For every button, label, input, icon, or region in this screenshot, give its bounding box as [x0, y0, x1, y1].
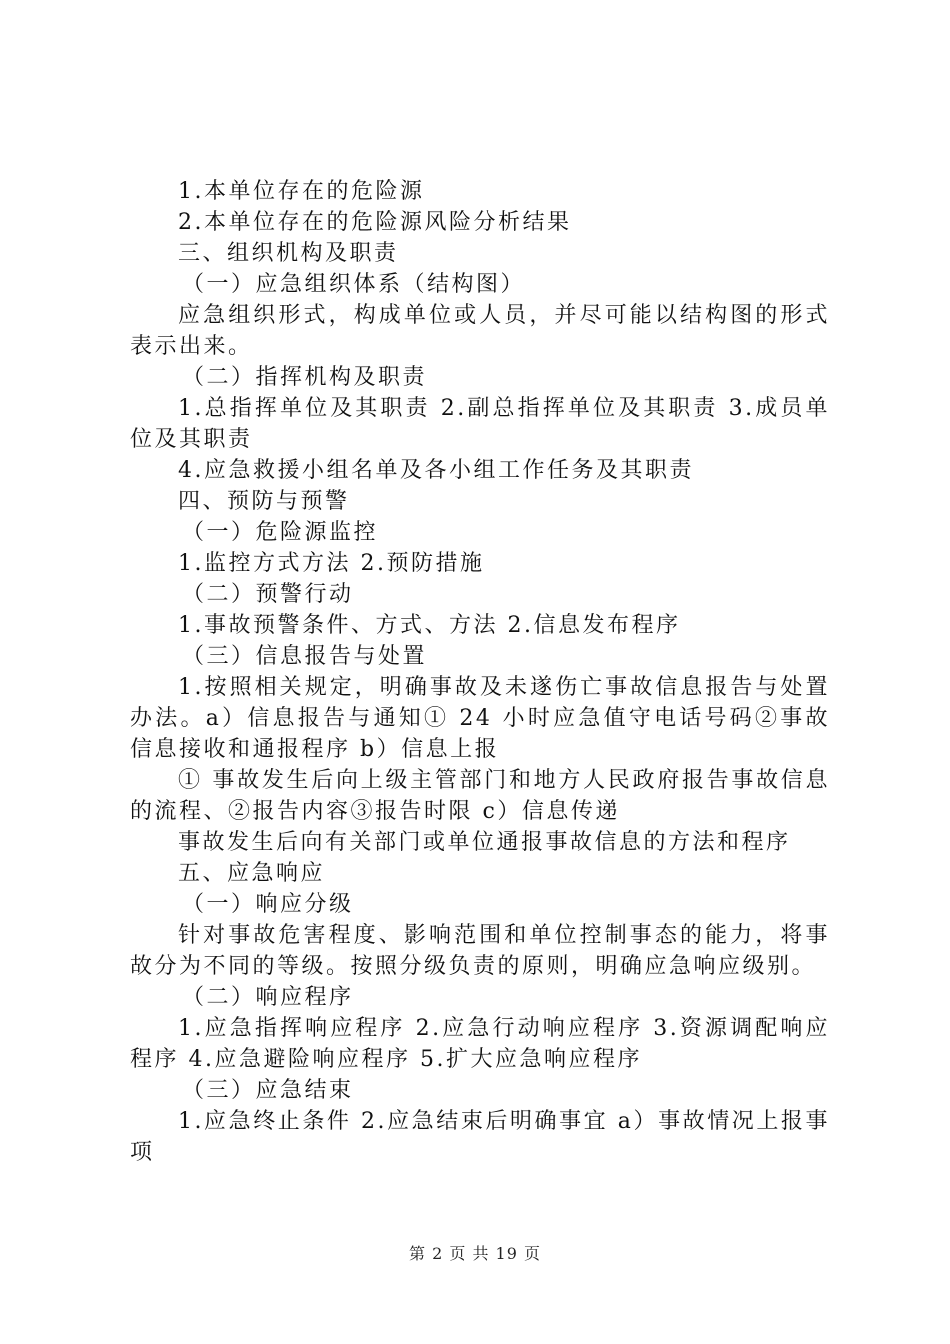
- page-footer: 第 2 页 共 19 页: [409, 1244, 541, 1263]
- subsection-heading-4-1: （一）危险源监控: [182, 520, 379, 545]
- paragraph-4-1-body: 1.监控方式方法 2.预防措施: [178, 551, 485, 576]
- paragraph-5-1-body: 针对事故危害程度、影响范围和单位控制事态的能力，将事故分为不同的等级。按照分级负责的原则，明确应急响应级别。: [130, 923, 830, 979]
- subsection-heading-4-3: （三）信息报告与处置: [182, 644, 428, 669]
- paragraph-4-3-body: 1.按照相关规定，明确事故及未遂伤亡事故信息报告与处置办法。a）信息报告与通知① 24 小时应急值守电话号码②事故信息接收和通报程序 b）信息上报: [130, 675, 830, 762]
- paragraph-4-3-transfer: 事故发生后向有关部门或单位通报事故信息的方法和程序: [178, 830, 791, 855]
- section-heading-3: 三、组织机构及职责: [178, 241, 399, 266]
- section-heading-4: 四、预防与预警: [178, 489, 350, 514]
- paragraph-1: 1.本单位存在的危险源: [178, 179, 425, 204]
- subsection-heading-3-2: （二）指挥机构及职责: [182, 365, 428, 390]
- subsection-heading-4-2: （二）预警行动: [182, 582, 354, 607]
- paragraph-5-2-body: 1.应急指挥响应程序 2.应急行动响应程序 3.资源调配响应程序 4.应急避险响应程序 5.扩大应急响应程序: [130, 1016, 830, 1072]
- paragraph-4-2-body: 1.事故预警条件、方式、方法 2.信息发布程序: [178, 613, 681, 638]
- section-heading-5: 五、应急响应: [178, 861, 326, 886]
- paragraph-5-3-body: 1.应急终止条件 2.应急结束后明确事宜 a）事故情况上报事项: [130, 1109, 830, 1165]
- paragraph-3-2-item-4: 4.应急救援小组名单及各小组工作任务及其职责: [178, 458, 694, 483]
- document-body: [130, 176, 830, 1168]
- subsection-heading-5-2: （二）响应程序: [182, 985, 354, 1010]
- subsection-heading-3-1: （一）应急组织体系（结构图）: [182, 272, 526, 297]
- paragraph-3-1-body: 应急组织形式，构成单位或人员，并尽可能以结构图的形式表示出来。: [130, 303, 830, 359]
- paragraph-4-3-report: ① 事故发生后向上级主管部门和地方人民政府报告事故信息的流程、②报告内容③报告时限 c）信息传递: [130, 768, 830, 824]
- subsection-heading-5-3: （三）应急结束: [182, 1078, 354, 1103]
- paragraph-2: 2.本单位存在的危险源风险分析结果: [178, 210, 572, 235]
- paragraph-3-2-body: 1.总指挥单位及其职责 2.副总指挥单位及其职责 3.成员单位及其职责: [130, 396, 830, 452]
- subsection-heading-5-1: （一）响应分级: [182, 892, 354, 917]
